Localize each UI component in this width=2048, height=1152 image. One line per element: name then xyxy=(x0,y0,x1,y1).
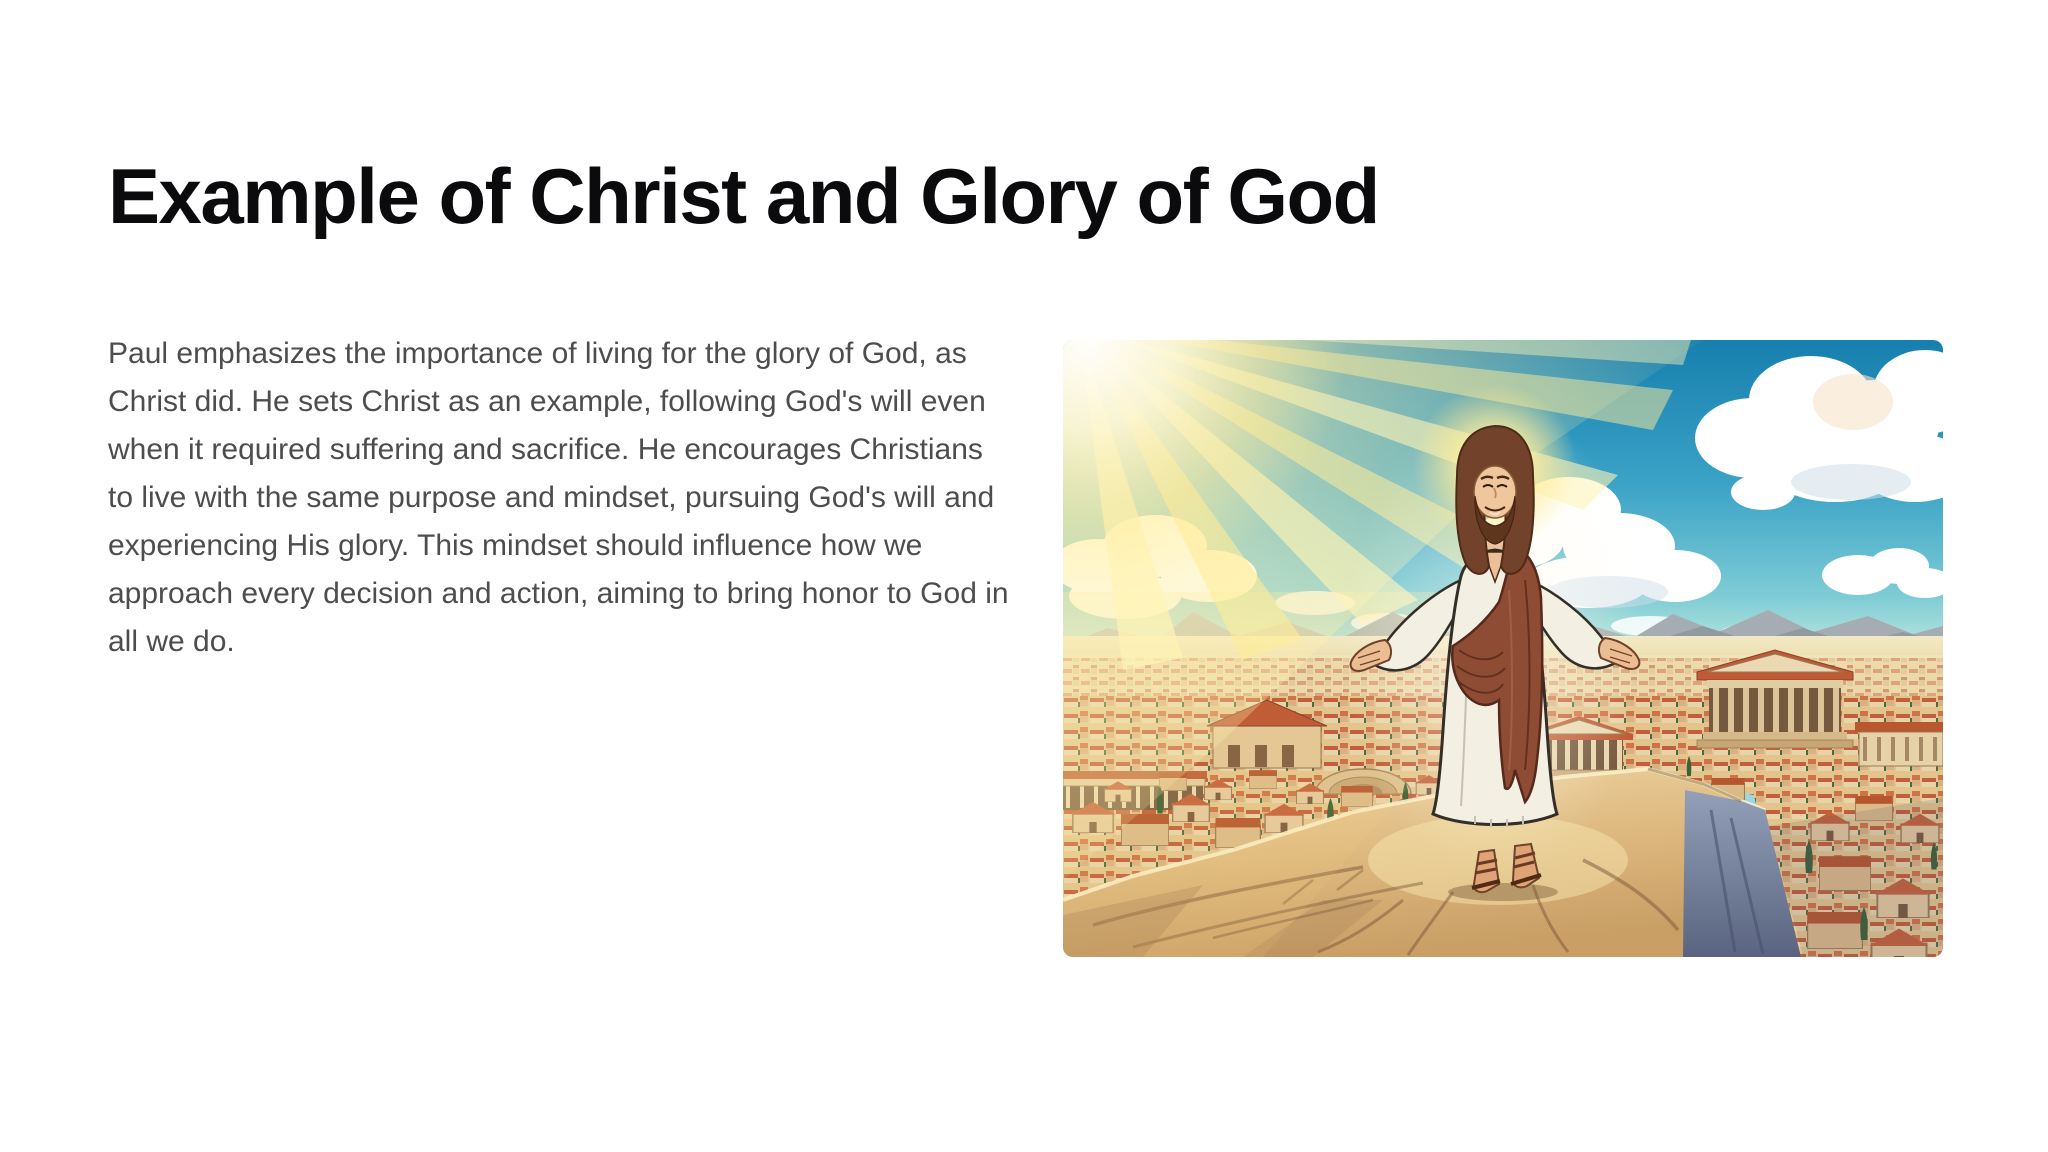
right-colonnade xyxy=(1855,722,1943,766)
slide-title: Example of Christ and Glory of God xyxy=(108,152,1379,240)
illustration-svg xyxy=(1063,340,1943,957)
slide-body-text: Paul emphasizes the importance of living for the glory of God, as Christ did. He sets Christ as an example, following God's will even when it required suffering and sacrifice. He encourages Christians to live with the same purpose and mindset, pursuing God's will and experiencing His glory. This mindset should influence how we approach every decision and action, aiming to bring honor to God in all we do. xyxy=(108,337,1009,658)
figure-shadow xyxy=(1448,883,1558,901)
illustration-jesus-over-city xyxy=(1063,340,1943,957)
